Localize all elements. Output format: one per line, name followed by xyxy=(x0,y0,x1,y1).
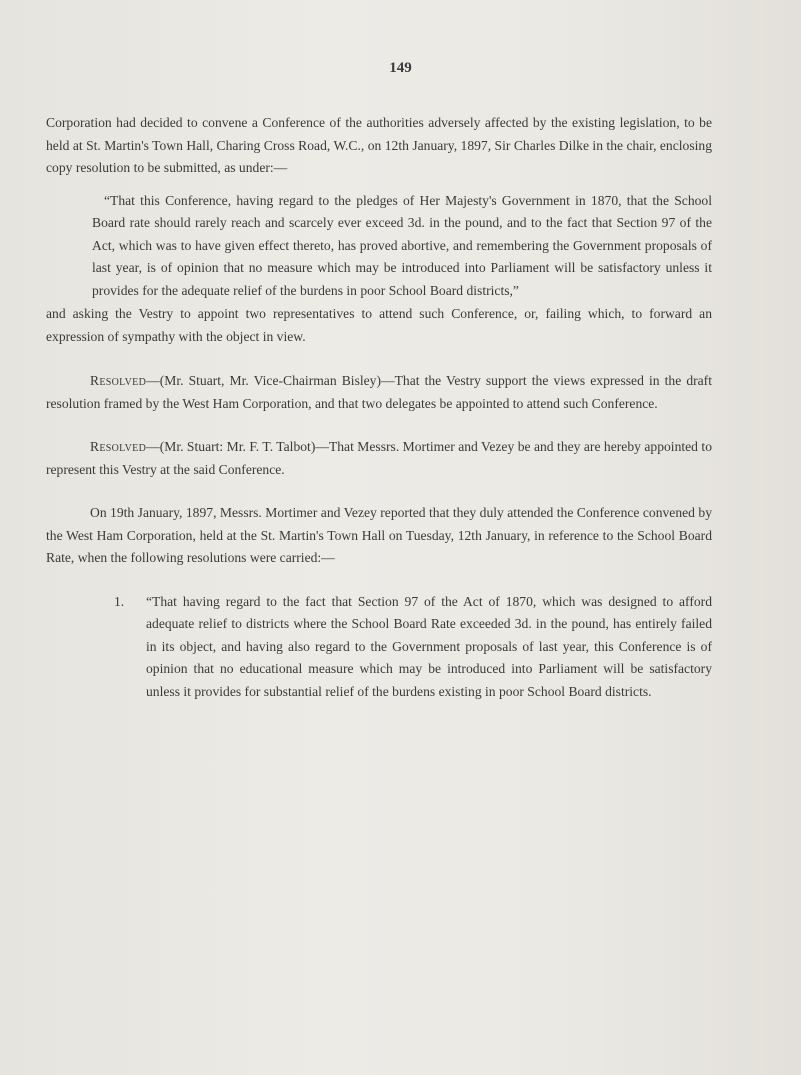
numbered-resolution-1 xyxy=(114,591,712,704)
quoted-resolution: “That this Conference, having regard to the pledges of Her Majesty's Government in 1870, that the School Board rate should rarely reach and scarcely ever exceed 3d. in the pound, and to the fact that Section 97 of the Act, which was to have given effect thereto, has proved abortive, and remembering the Government proposals of last year, is of opinion that no measure which may be introduced into Parliament will be satisfactory unless it provides for the adequate relief of the burdens in poor School Board districts,” xyxy=(92,192,712,298)
report-paragraph: On 19th January, 1897, Messrs. Mortimer and Vezey reported that they duly attended the Conference convened by the West Ham Corporation, held at the St. Martin's Town Hall on Tuesday, 12th January, in reference to the School Board Rate, when the following resolutions were carried:— xyxy=(46,505,712,565)
resolution-1 xyxy=(46,370,712,415)
body-text xyxy=(46,112,712,703)
intro-paragraph: Corporation had decided to convene a Conference of the authorities adversely affected by the existing legislation, to be held at St. Martin's Town Hall, Charing Cross Road, W.C., on 12th January, 1897, Sir Charles Dilke in the chair, enclosing copy resolution to be submitted, as under:— xyxy=(46,115,712,175)
request-paragraph: and asking the Vestry to appoint two representatives to attend such Conference, or, failing which, to forward an expression of sympathy with the object in view. xyxy=(46,306,712,344)
item-number: 1. xyxy=(114,593,125,609)
page-number: 149 xyxy=(389,60,412,76)
resolution-1-label: Resolved xyxy=(90,373,147,388)
resolution-2 xyxy=(46,436,712,481)
resolution-1-text: —(Mr. Stuart, Mr. Vice-Chairman Bisley)—That the Vestry support the views expressed in the draft resolution framed by the West Ham Corporation, and that two delegates be appointed to attend such Conference. xyxy=(46,373,712,411)
item-text: “That having regard to the fact that Section 97 of the Act of 1870, which was designed to afford adequate relief to districts where the School Board Rate exceeded 3d. in the pound, has entirely failed in its object, and having also regard to the Government proposals of last year, this Conference is of opinion that no educational measure which may be introduced into Parliament will be satisfactory unless it provides for substantial relief of the burdens existing in poor School Board districts. xyxy=(146,593,712,699)
resolution-2-label: Resolved xyxy=(90,439,147,454)
resolution-2-text: —(Mr. Stuart: Mr. F. T. Talbot)—That Messrs. Mortimer and Vezey be and they are hereby appointed to represent this Vestry at the said Conference. xyxy=(46,439,712,477)
